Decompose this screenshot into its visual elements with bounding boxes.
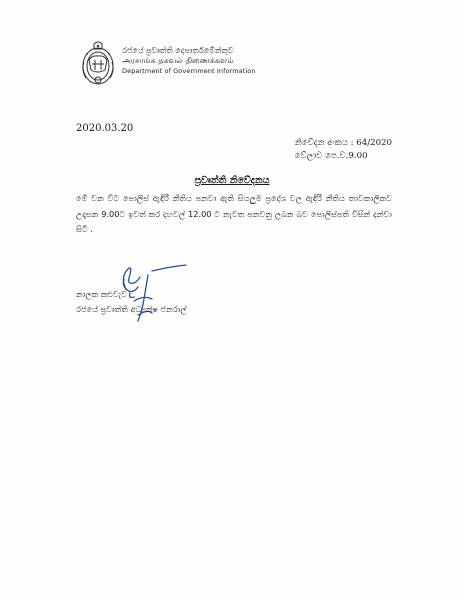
release-number: නිවේදන අංකය : 64/2020 [294,138,392,148]
release-time: වේලාව පෙ.ව.9.00 [294,151,368,161]
org-name-tamil: அரசாங்க தகவல் திணைக்களம் [122,56,234,65]
signer-name: නාලක කළුවැව [76,289,128,299]
press-release-body: මේ වන විට පොලිස් ඇඳිරි නීතිය පනවා ඇති සියලුම ප්‍රදේශ වල ඇඳිරි නීතිය තාවකාලිකව උදෑසන 9.00ට ඉවත් කර දහවල් 12.00 ට නැවත පනවනු ලබන බව පොලිස්පති විසින් දන්වා සිටී . [76,193,392,234]
release-reference [295,137,392,163]
organization-name [122,46,256,76]
press-release-heading [0,175,464,186]
heading-text: ප්‍රවෘත්ති නිවේදනය [194,175,270,186]
signer-title: රජයේ ප්‍රවෘත්ති අධ්‍යක්ෂ ජනරාල් [76,304,187,314]
national-emblem-logo [78,40,118,88]
org-name-english: Department of Government Information [122,67,256,75]
signer-block [76,287,187,317]
org-name-sinhala: රජයේ ප්‍රවෘත්ති දෙපාර්තමේන්තුව [122,46,234,55]
document-date: 2020.03.20 [76,123,134,134]
